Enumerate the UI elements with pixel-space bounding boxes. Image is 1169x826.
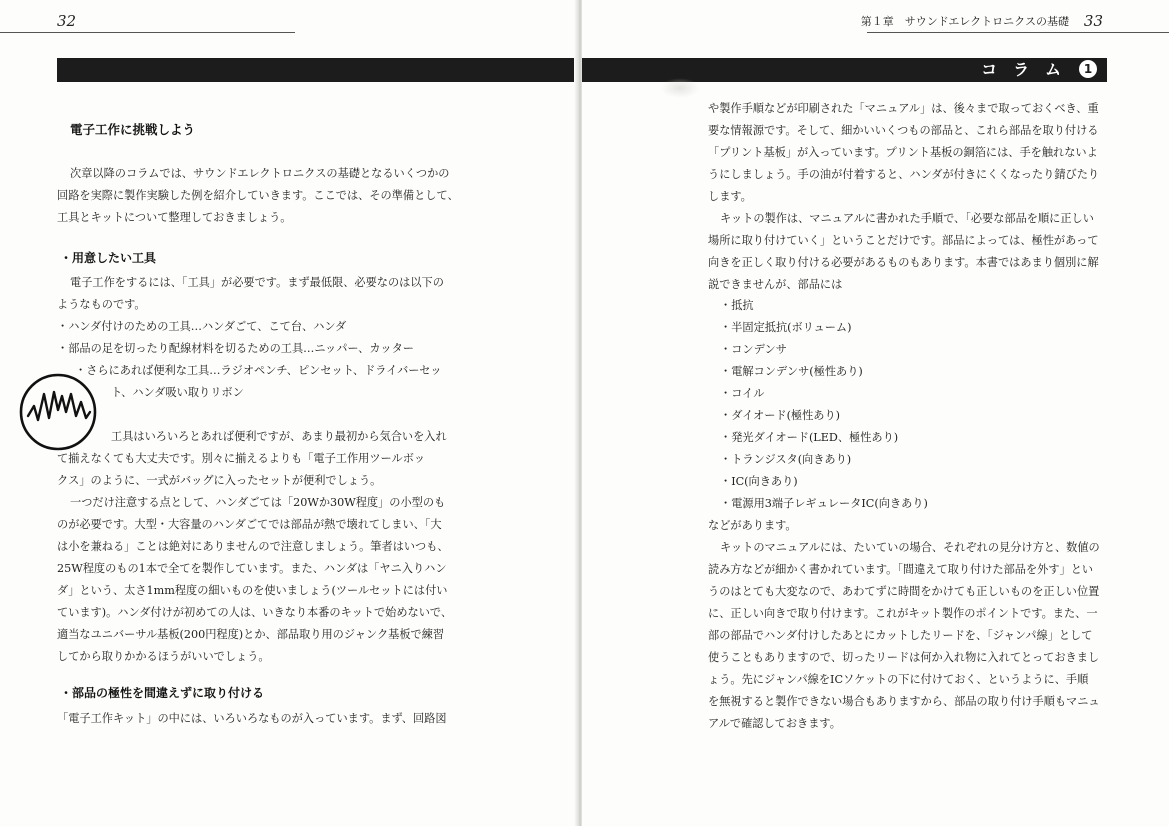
parts-list-item: ・電解コンデンサ(極性あり) [720,365,863,378]
intro-line: 次章以降のコラムでは、サウンドエレクトロニクスの基礎となるいくつかの [70,167,450,180]
parts-list-item: ・ダイオード(極性あり) [720,409,841,422]
column-header-bar-left [57,58,578,82]
body-line: 25W程度のもの1本で全てを製作しています。また、ハンダは「ヤニ入りハン [57,562,447,575]
body-line: クス」のように、一式がバッグに入ったセットが便利でしょう。 [57,474,382,487]
para-line: ょう。先にジャンパ線をICソケットの下に付けておく、というように、手順 [708,673,1089,686]
parts-list-item: ・トランジスタ(向きあり) [720,453,852,466]
body-line: て揃えなくても大丈夫です。別々に揃えるよりも「電子工作用ツールボッ [57,452,426,465]
body-line: してから取りかかるほうがいいでしょう。 [57,650,270,663]
tools-line: ・部品の足を切ったり配線材料を切るための工具…ニッパー、カッター [57,342,414,355]
para-line: キットの製作は、マニュアルに書かれた手順で、「必要な部品を順に正しい [720,212,1094,225]
column-title-text: コラム [981,60,1077,79]
body-line: 工具はいろいろとあれば便利ですが、あまり最初から気合いを入れ [111,430,447,443]
para-line: キットのマニュアルには、たいていの場合、それぞれの見分け方と、数値の [720,541,1100,554]
para-line: アルで確認しておきます。 [708,717,841,730]
body-line: ダ」という、太さ1mm程度の細いものを使いましょう(ツールセットには付い [57,584,448,597]
parts-list-item: ・電源用3端子レギュレータIC(向きあり) [720,497,928,510]
para-line: を無視すると製作できない場合もありますから、部品の取り付け手順もマニュ [708,695,1100,708]
body-line: 適当なユニバーサル基板(200円程度)とか、部品取り用のジャンク基板で練習 [57,628,445,641]
tools-line: ・ハンダ付けのための工具…ハンダごて、こて台、ハンダ [57,320,347,333]
tools-line: ようなものです。 [57,298,146,311]
left-page [0,0,578,826]
para-line: や製作手順などが印刷された「マニュアル」は、後々まで取っておくべき、重 [708,102,1099,115]
para-line: うのはとても大変なので、あわてずに時間をかけても正しいものを正しい位置 [708,585,1100,598]
parts-list-item: ・発光ダイオード(LED、極性あり) [720,431,899,444]
tools-line: ト、ハンダ吸い取りリボン [111,386,244,399]
parts-line: 「電子工作キット」の中には、いろいろなものが入っています。まず、回路図 [57,712,447,725]
parts-list-item: ・コンデンサ [720,343,787,356]
para-line: 部の部品でハンダ付けしたあとにカットしたリードを、「ジャンパ線」として [708,629,1093,642]
parts-list-item: ・コイル [720,387,765,400]
left-header-rule [0,32,295,33]
para-line: 向きを正しく取り付ける必要があるものもあります。本書ではあまり個別に解 [708,256,1099,269]
body-line: のが必要です。大型・大容量のハンダごてでは部品が熱で壊れてしまい、「大 [57,518,442,531]
waveform-circle-icon [18,372,98,452]
right-page [582,0,1169,826]
para-line: うにしましょう。手の油が付着すると、ハンダが付きにくくなったり錆びたり [708,168,1100,181]
right-header-rule [867,32,1169,33]
parts-list-item: ・半固定抵抗(ボリューム) [720,321,852,334]
right-page-number: 33 [1083,12,1103,30]
para-line: します。 [708,190,752,203]
parts-heading: ・部品の極性を間違えずに取り付ける [60,686,265,700]
intro-line: 回路を実際に製作実験した例を紹介していきます。ここでは、その準備として、 [57,189,459,202]
para-line: などがあります。 [708,519,797,532]
scan-smudge [660,78,700,98]
para-line: 「プリント基板」が入っています。プリント基板の銅箔には、手を触れないよ [708,146,1098,159]
section-title: 電子工作に挑戦しよう [70,122,196,137]
tools-line: ・さらにあれば便利な工具…ラジオペンチ、ピンセット、ドライバーセッ [75,364,442,377]
tools-heading: ・用意したい工具 [60,251,157,265]
intro-line: 工具とキットについて整理しておきましょう。 [57,211,292,224]
body-line: は小を兼ねる」ことは絶対にありませんので注意しましょう。筆者はいつも、 [57,540,449,553]
tools-line: 電子工作をするには、「工具」が必要です。まず最低限、必要なのは以下の [70,276,444,289]
para-line: 読み方などが細かく書かれています。「間違えて取り付けた部品を外す」とい [708,563,1094,576]
para-line: 要な情報源です。そして、細かいいくつもの部品と、これら部品を取り付ける [708,124,1099,137]
column-number-badge: 1 [1079,60,1097,78]
left-page-number: 32 [57,12,77,30]
column-title [981,59,1097,81]
para-line: 場所に取り付けていく」ということだけです。部品によっては、極性があって [708,234,1099,247]
para-line: に、正しい向きで取り付けます。これがキット製作のポイントです。また、一 [708,607,1098,620]
running-head: 第１章 サウンドエレクトロニクスの基礎 [860,15,1069,28]
para-line: 説できませんが、部品には [708,278,843,291]
body-line: ています)。ハンダ付けが初めての人は、いきなり本番のキットで始めないで、 [57,606,453,619]
para-line: 使うこともありますので、切ったリードは何か入れ物に入れてとっておきまし [708,651,1100,664]
parts-list-item: ・抵抗 [720,299,754,312]
parts-list-item: ・IC(向きあり) [720,475,798,488]
body-line: 一つだけ注意する点として、ハンダごては「20Wか30W程度」の小型のも [70,496,446,509]
